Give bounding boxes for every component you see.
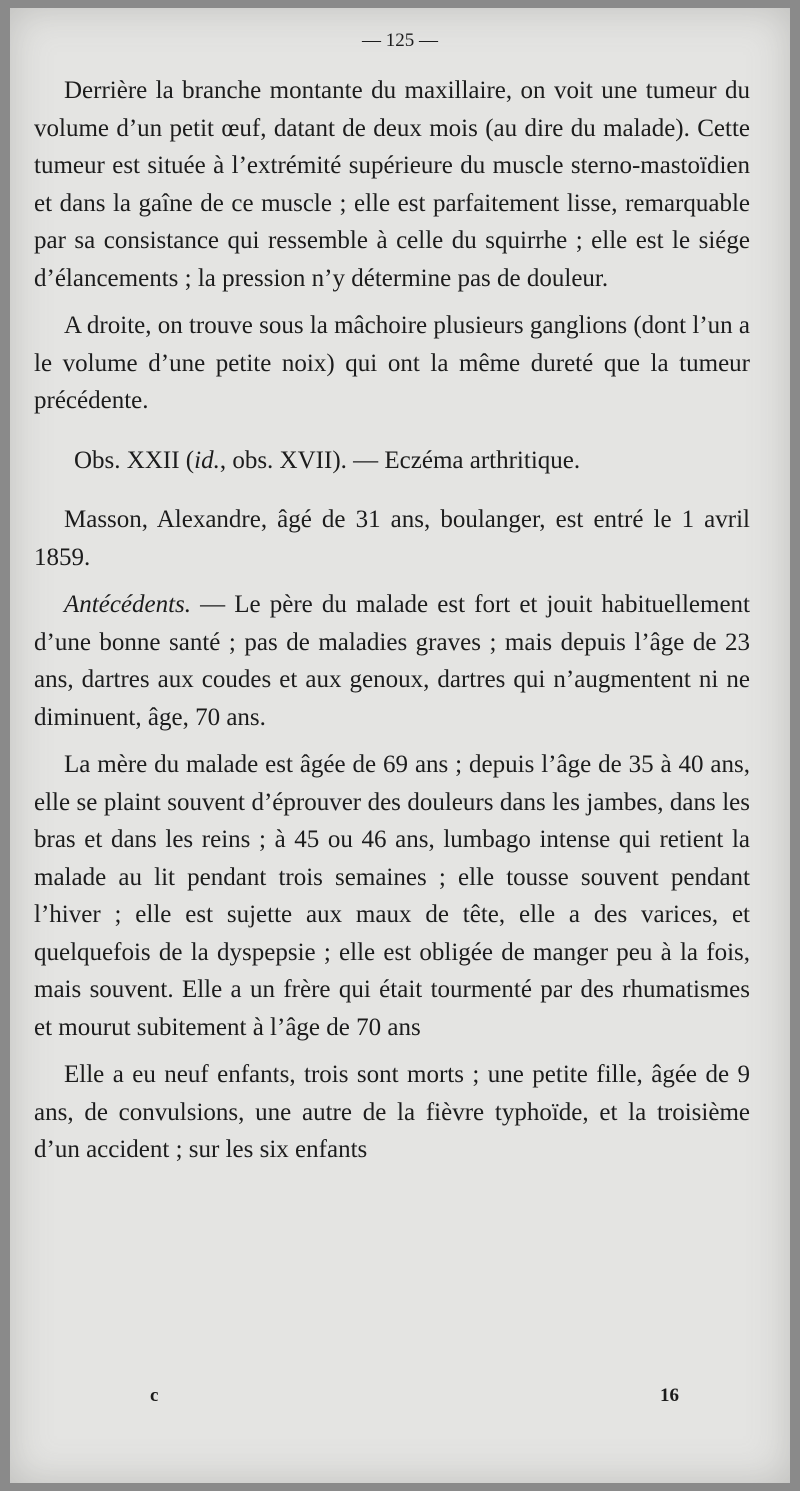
observation-title-prefix: Obs. XXII ( — [74, 446, 195, 474]
observation-title-italic: id. — [194, 446, 220, 474]
body-text — [34, 72, 750, 1169]
paragraph-mere: La mère du malade est âgée de 69 ans ; depuis l’âge de 35 à 40 ans, elle se plaint souvent d’éprouver des douleurs dans les jambes, dans les bras et dans les reins ; à 45 ou 46 ans, lumbago intense qui retient la malade au lit pendant trois semaines ; elle tousse souvent pendant l’hiver ; elle est sujette aux maux de tête, elle a des varices, et quelquefois de la dyspepsie ; elle est obligée de manger peu à la fois, mais souvent. Elle a un frère qui était tourmenté par des rhumatismes et mourut subitement à l’âge de 70 ans — [34, 751, 750, 1041]
paragraph-masson: Masson, Alexandre, âgé de 31 ans, boulanger, est entré le 1 avril 1859. — [34, 506, 750, 571]
sheet-number: 16 — [660, 1385, 679, 1406]
observation-title — [34, 442, 750, 480]
antecedents-text: — Le père du malade est fort et jouit habituellement d’une bonne santé ; pas de maladies graves ; mais depuis l’âge de 23 ans, dartres aux coudes et aux genoux, dartres qui n’augmentent ni ne diminuent, âge, 70 ans. — [34, 591, 750, 731]
paragraph-droite: A droite, on trouve sous la mâchoire plusieurs ganglions (dont l’un a le volume d’une petite noix) qui ont la même dureté que la tumeur précédente. — [34, 312, 750, 414]
paragraph-antecedents — [34, 586, 750, 736]
paragraph-tumeur: Derrière la branche montante du maxillaire, on voit une tumeur du volume d’un petit œuf, datant de deux mois (au dire du malade). Cette tumeur est située à l’extrémité supérieure du muscle sterno-mastoïdien et dans la gaîne de ce muscle ; elle est parfaitement lisse, remarquable par sa consistance qui ressemble à celle du squirrhe ; elle est le siége d’élancements ; la pression n’y détermine pas de douleur. — [34, 77, 750, 292]
antecedents-label: Antécédents. — [64, 591, 192, 618]
paragraph-enfants: Elle a eu neuf enfants, trois sont morts ; une petite fille, âgée de 9 ans, de convulsions, une autre de la fièvre typhoïde, et la troisième d’un accident ; sur les six enfants — [34, 1061, 750, 1163]
page-number: — 125 — — [362, 30, 438, 51]
observation-title-suffix: , obs. XVII). — Eczéma arthritique. — [219, 446, 581, 474]
signature-mark: c — [150, 1385, 159, 1406]
